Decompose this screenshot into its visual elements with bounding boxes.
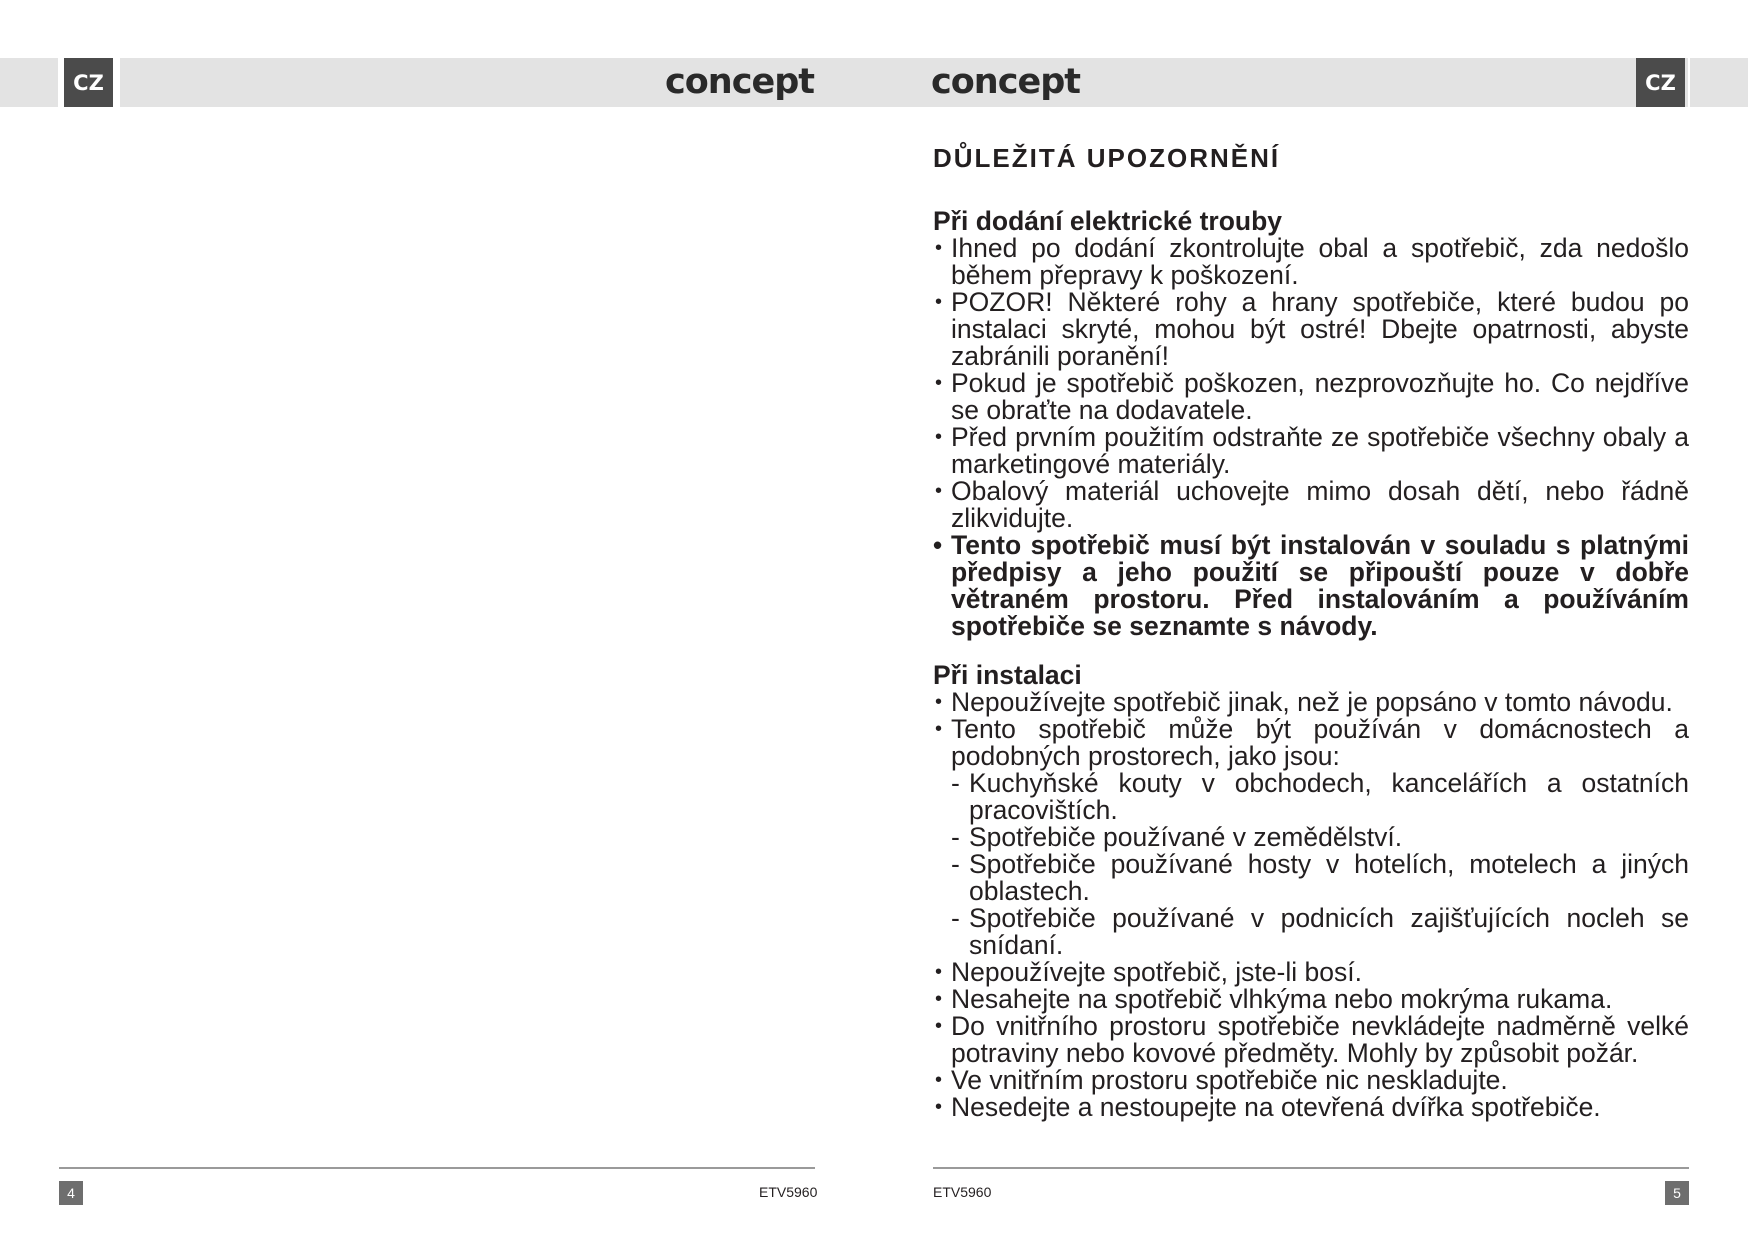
list-item-text: Tento spotřebič může být používán v domácnostech a podobných prostorech, jako jsou: bbox=[951, 714, 1689, 771]
concept-logo-left: concept bbox=[665, 62, 814, 102]
list-item: • Nepoužívejte spotřebič jinak, než je popsáno v tomto návodu. bbox=[933, 689, 1689, 716]
footer-rule-right bbox=[933, 1167, 1689, 1169]
page-number-right: 5 bbox=[1665, 1181, 1689, 1205]
list-item: • Do vnitřního prostoru spotřebiče nevkládejte nadměrně velké potraviny nebo kovové předměty. Mohly by způsobit požár. bbox=[933, 1013, 1689, 1067]
page-title: DŮLEŽITÁ UPOZORNĚNÍ bbox=[933, 143, 1281, 173]
sub-list-item: - Spotřebiče používané v podnicích zajišťujících nocleh se snídaní. bbox=[951, 905, 1689, 959]
section-delivery bbox=[933, 208, 1689, 640]
list-item: • Nesahejte na spotřebič vlhkýma nebo mokrýma rukama. bbox=[933, 986, 1689, 1013]
list-item: • Před prvním použitím odstraňte ze spotřebiče všechny obaly a marketingové materiály. bbox=[933, 424, 1689, 478]
list-item: • Obalový materiál uchovejte mimo dosah dětí, nebo řádně zlikvidujte. bbox=[933, 478, 1689, 532]
model-number-right: ETV5960 bbox=[933, 1184, 992, 1200]
page-content bbox=[933, 138, 1689, 1121]
header-band-right bbox=[1690, 58, 1748, 107]
list-item: • Nesedejte a nestoupejte na otevřená dvířka spotřebiče. bbox=[933, 1094, 1689, 1121]
page-number-left: 4 bbox=[59, 1181, 83, 1205]
language-badge-left: CZ bbox=[64, 58, 113, 107]
section-heading: Při instalaci bbox=[933, 660, 1082, 690]
header-band-left bbox=[0, 58, 58, 107]
concept-logo-right: concept bbox=[931, 62, 1080, 102]
list-item: • Pokud je spotřebič poškozen, nezprovozňujte ho. Co nejdříve se obraťte na dodavatele. bbox=[933, 370, 1689, 424]
sub-list-item: - Spotřebiče používané v zemědělství. bbox=[951, 824, 1689, 851]
model-number-left: ETV5960 bbox=[759, 1184, 818, 1200]
section-heading: Při dodání elektrické trouby bbox=[933, 206, 1283, 236]
list-item: • Nepoužívejte spotřebič, jste-li bosí. bbox=[933, 959, 1689, 986]
list-item bbox=[933, 716, 1689, 959]
sub-list-item: - Kuchyňské kouty v obchodech, kancelářích a ostatních pracovištích. bbox=[951, 770, 1689, 824]
bullet-list bbox=[933, 689, 1689, 1121]
section-installation bbox=[933, 662, 1689, 1121]
list-item: • Ihned po dodání zkontrolujte obal a spotřebič, zda nedošlo během přepravy k poškození. bbox=[933, 235, 1689, 289]
section-gap bbox=[933, 640, 1689, 662]
language-badge-right: CZ bbox=[1636, 58, 1685, 107]
dash-list bbox=[951, 770, 1689, 959]
list-item: • POZOR! Některé rohy a hrany spotřebiče, které budou po instalaci skryté, mohou být ostré! Dbejte opatrnosti, abyste zabránili poranění! bbox=[933, 289, 1689, 370]
list-item: • Ve vnitřním prostoru spotřebiče nic neskladujte. bbox=[933, 1067, 1689, 1094]
list-item-emphasized: • Tento spotřebič musí být instalován v souladu s platnými předpisy a jeho použití se připouští pouze v dobře větraném prostoru. Před instalováním a používáním spotřebiče se seznamte s návody. bbox=[933, 532, 1689, 640]
footer-rule-left bbox=[59, 1167, 815, 1169]
header-band-center bbox=[120, 58, 1688, 107]
bullet-list bbox=[933, 235, 1689, 640]
sub-list-item: - Spotřebiče používané hosty v hotelích, motelech a jiných oblastech. bbox=[951, 851, 1689, 905]
